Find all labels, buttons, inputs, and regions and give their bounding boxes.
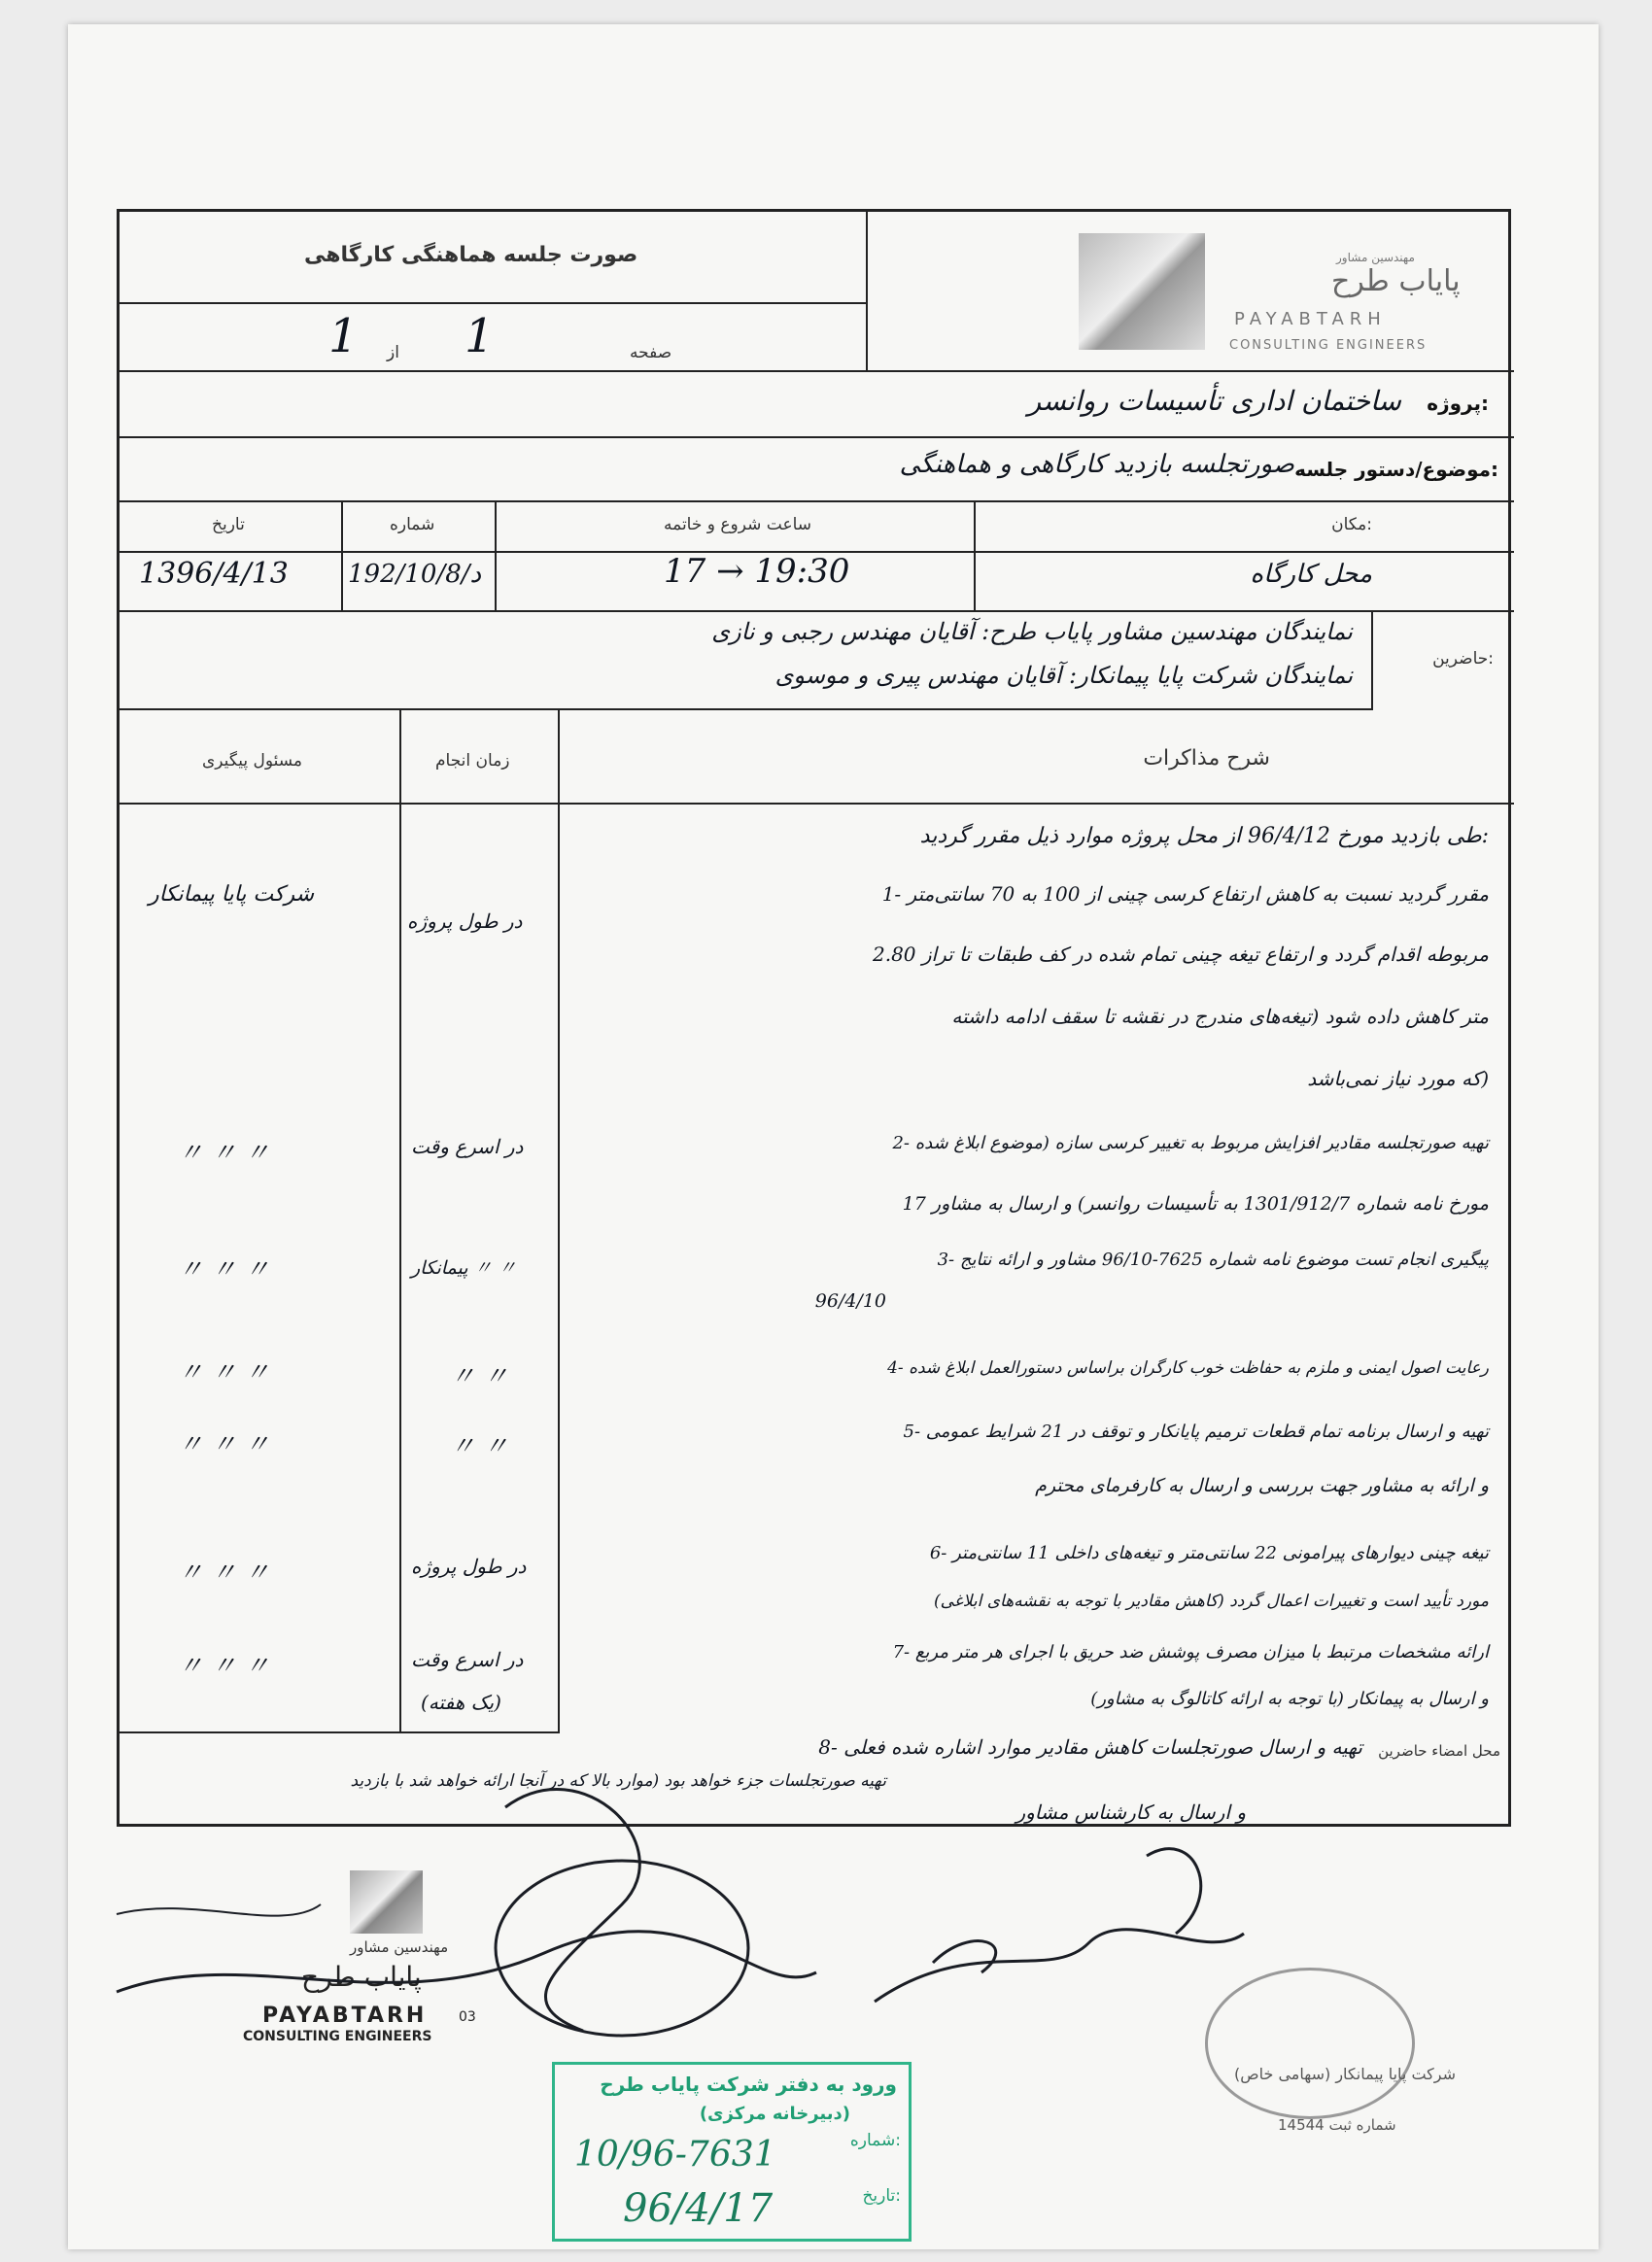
place-label: مکان: xyxy=(1331,515,1372,534)
item-text: 5- تهیه و ارسال برنامه تمام قطعات ترمیم پایانکار و توقف در 21 شرایط عمومی xyxy=(903,1422,1489,1442)
item-text: تهیه صورتجلسات جزء خواهد بود (موارد بالا که در آنجا ارائه خواهد شد با بازدید xyxy=(350,1771,886,1791)
item-text: 1- مقرر گردید نسبت به کاهش ارتفاع کرسی چینی از 100 به 70 سانتی‌متر xyxy=(881,882,1489,906)
item-text: مورد تأیید است و تغییرات اعمال گردد (کاهش مقادیر با توجه به نقشه‌های ابلاغی) xyxy=(934,1592,1489,1611)
agenda-value: صورتجلسه بازدید کارگاهی و هماهنگی xyxy=(899,450,1294,479)
contractor-name: شرکت پایا پیمانکار (سهامی خاص) xyxy=(1234,2065,1457,2083)
project-value: ساختمان اداری تأسیسات روانسر xyxy=(1027,385,1401,417)
logo-small-fa: مهندسین مشاور xyxy=(1336,251,1415,264)
stamp-code: 03 xyxy=(459,2009,476,2025)
item-time: 〃 〃 xyxy=(450,1432,509,1461)
contractor-seal xyxy=(1205,1968,1415,2119)
payabtarh-logo-icon xyxy=(1079,233,1205,350)
stamp-name-fa: پایاب طرح xyxy=(301,1961,422,1993)
item-text: 4- رعایت اصول ایمنی و ملزم به حفاظت خوب کارگران براساس دستورالعمل ابلاغ شده xyxy=(887,1358,1489,1378)
entry-stamp xyxy=(552,2062,912,2242)
logo-name-fa: پایاب طرح xyxy=(1331,264,1461,298)
of-label: از xyxy=(387,343,399,362)
item-text: و ارسال به کارشناس مشاور xyxy=(1015,1800,1246,1824)
item-text: 17 مورخ نامه شماره 1301/912/7 به تأسیسات روانسر) و ارسال به مشاور xyxy=(902,1193,1489,1215)
info-place-cell xyxy=(974,500,1514,612)
item-time: پیمانکار 〃 〃 xyxy=(411,1257,517,1279)
date-label: تاریخ xyxy=(212,515,245,534)
item-resp: 〃 〃 〃 xyxy=(178,1652,270,1681)
item-text: 3- پیگیری انجام تست موضوع نامه شماره 7625-96/10 مشاور و ارائه نتایج xyxy=(937,1250,1489,1270)
time-value: 17 → 19:30 xyxy=(664,552,850,591)
meeting-form xyxy=(117,209,1511,1827)
number-label: شماره xyxy=(390,515,435,534)
agenda-label: موضوع/دستور جلسه: xyxy=(1294,458,1498,481)
intro-line: طی بازدید مورخ 96/4/12 از محل پروژه موارد ذیل مقرر گردید: xyxy=(919,824,1489,848)
entry-date-label: تاریخ: xyxy=(862,2186,901,2206)
attendees-line1: نمایندگان مهندسین مشاور پایاب طرح: آقایان مهندس رجبی و نازی xyxy=(711,618,1353,645)
item-resp: شرکت پایا پیمانکار xyxy=(149,882,315,907)
item-text: 6- تیغه چینی دیوارهای پیرامونی 22 سانتی‌متر و تیغه‌های داخلی 11 سانتی‌متر xyxy=(929,1543,1489,1563)
signatures-label: محل امضاء حاضرین xyxy=(1378,1742,1500,1760)
page-total: 1 xyxy=(328,309,359,363)
item-text: 2- تهیه صورتجلسه مقادیر افزایش مربوط به تغییر کرسی سازه (موضوع ابلاغ شده xyxy=(892,1133,1489,1153)
time-label: ساعت شروع و خاتمه xyxy=(664,515,812,534)
item-resp: 〃 〃 〃 xyxy=(178,1559,270,1588)
item-time: در اسرع وقت xyxy=(411,1648,524,1671)
item-text: (با توجه به ارائه کاتالوگ به مشاور) و ارسال به پیمانکار xyxy=(1090,1689,1489,1709)
item-time: در طول پروژه xyxy=(407,909,523,933)
header-row-divider xyxy=(120,803,1514,805)
place-value: محل کارگاه xyxy=(1250,560,1372,589)
item-resp: 〃 〃 〃 xyxy=(178,1430,270,1459)
item-resp: 〃 〃 〃 xyxy=(178,1255,270,1285)
stamp-name-en: PAYABTARH xyxy=(262,2004,428,2028)
time-header: زمان انجام xyxy=(435,751,510,771)
item-text: 96/4/10 xyxy=(814,1290,886,1312)
entry-stamp-line2: (دبیرخانه مرکزی) xyxy=(699,2104,850,2124)
entry-stamp-line1: ورود به دفتر شرکت پایاب طرح xyxy=(600,2073,897,2096)
item-text: که مورد نیاز نمی‌باشد) xyxy=(1307,1067,1489,1090)
contractor-reg: شماره ثبت 14544 xyxy=(1278,2116,1396,2134)
entry-num-value: 10/96-7631 xyxy=(574,2135,776,2175)
date-value: 1396/4/13 xyxy=(139,557,289,591)
item-text: مربوطه اقدام گردد و ارتفاع تیغه چینی تمام شده در کف طبقات تا تراز 2.80 xyxy=(872,942,1489,966)
desc-header: شرح مذاکرات xyxy=(1143,746,1270,771)
item-text: متر کاهش داده شود (تیغه‌های مندرج در نقشه تا سقف ادامه داشته xyxy=(951,1005,1489,1028)
time-column xyxy=(399,708,560,1733)
attendees-label: حاضرین: xyxy=(1432,649,1494,668)
stamp-title-fa: مهندسین مشاور xyxy=(350,1938,449,1956)
attendees-line2: نمایندگان شرکت پایا پیمانکار: آقایان مهندس پیری و موسوی xyxy=(774,662,1353,689)
entry-num-label: شماره: xyxy=(849,2131,901,2150)
item-resp: 〃 〃 〃 xyxy=(178,1358,270,1388)
logo-sub-en: CONSULTING ENGINEERS xyxy=(1229,338,1428,353)
item-text: و ارائه به مشاور جهت بررسی و ارسال به کارفرمای محترم xyxy=(1035,1475,1489,1496)
item-resp: 〃 〃 〃 xyxy=(178,1139,270,1168)
payabtarh-stamp-icon xyxy=(350,1870,423,1934)
page-label: صفحه xyxy=(630,343,672,362)
item-text: 7- ارائه مشخصات مرتبط با میزان مصرف پوشش ضد حریق با اجرای هر متر مربع xyxy=(892,1642,1489,1662)
item-time: در اسرع وقت xyxy=(411,1135,524,1158)
page-number: 1 xyxy=(465,309,495,363)
form-title: صورت جلسه هماهنگی کارگاهی xyxy=(304,243,638,267)
entry-date-value: 96/4/17 xyxy=(623,2186,774,2231)
logo-name-en: PAYABTARH xyxy=(1234,309,1387,329)
item-text: 8- تهیه و ارسال صورتجلسات کاهش مقادیر موارد اشاره شده فعلی xyxy=(818,1735,1362,1759)
stamp-sub-en: CONSULTING ENGINEERS xyxy=(243,2029,432,2044)
item-time: در طول پروژه xyxy=(411,1555,527,1578)
item-time: 〃 〃 xyxy=(450,1362,509,1391)
resp-header: مسئول پیگیری xyxy=(202,751,303,771)
project-label: پروژه: xyxy=(1427,392,1489,415)
number-value: 192/10/د/8 xyxy=(348,560,482,589)
item-time: (یک هفته) xyxy=(421,1691,501,1714)
